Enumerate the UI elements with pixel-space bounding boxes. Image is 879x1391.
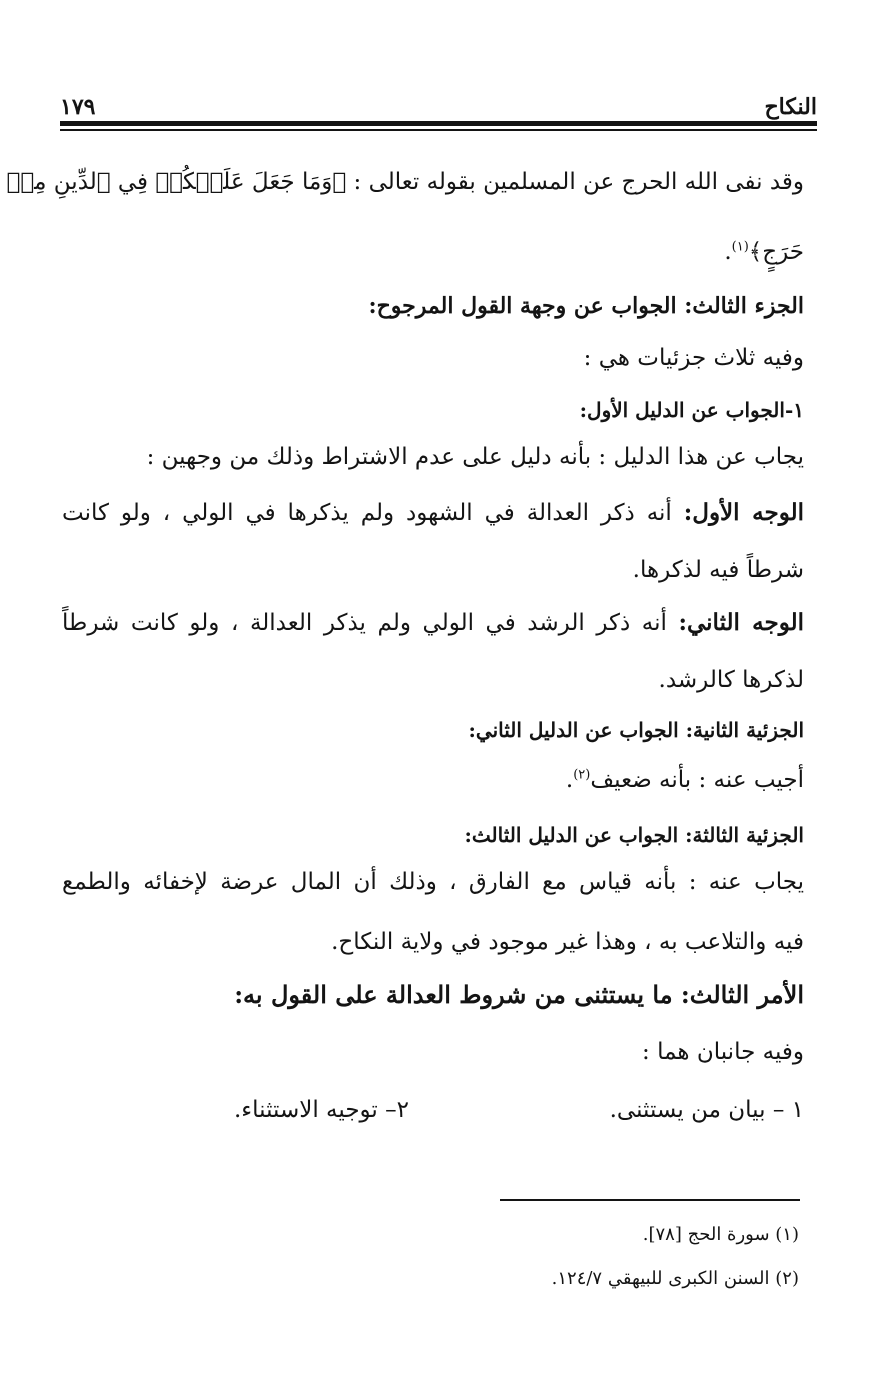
list-item: ١ – بيان من يستثنى. bbox=[609, 1097, 804, 1123]
footnote-separator bbox=[500, 1199, 800, 1201]
footnote: (٢) السنن الكبرى للبيهقي ١٢٤/٧. bbox=[551, 1268, 799, 1289]
header-rule-thick bbox=[60, 121, 817, 126]
chapter-title: النكاح bbox=[764, 94, 817, 120]
footnote-ref: (٢) bbox=[573, 767, 591, 783]
footnote-ref: (١) bbox=[731, 239, 749, 255]
body-line bbox=[566, 760, 804, 800]
period: . bbox=[724, 239, 732, 265]
period: . bbox=[565, 767, 574, 793]
body-line: وقد نفى الله الحرج عن المسلمين بقوله تعالى : ﴿وَمَا جَعَلَ عَلَيۡكُمۡ فِي ٱلدِّينِ مِنۡ bbox=[6, 169, 804, 195]
body-line: فيه والتلاعب به ، وهذا غير موجود في ولاية النكاح. bbox=[331, 929, 804, 955]
running-head bbox=[60, 86, 817, 120]
body-line: وفيه ثلاث جزئيات هي : bbox=[583, 345, 804, 371]
subsection-heading: الجزئية الثالثة: الجواب عن الدليل الثالث: bbox=[464, 823, 804, 847]
section-heading: الأمر الثالث: ما يستثنى من شروط العدالة على القول به: bbox=[234, 980, 804, 1009]
answer-text: أجيب عنه : بأنه ضعيف bbox=[590, 767, 804, 793]
body-line bbox=[724, 232, 804, 272]
body-line bbox=[62, 493, 804, 533]
point-text: أنه ذكر العدالة في الشهود ولم يذكرها في الولي ، ولو كانت bbox=[62, 500, 672, 526]
body-line: لذكرها كالرشد. bbox=[658, 667, 804, 693]
footnote: (١) سورة الحج [٧٨]. bbox=[642, 1224, 799, 1245]
body-line bbox=[62, 603, 804, 643]
body-line: وفيه جانبان هما : bbox=[642, 1039, 804, 1065]
body-line: شرطاً فيه لذكرها. bbox=[632, 557, 804, 583]
point-label: الوجه الثاني: bbox=[678, 609, 805, 636]
body-line: يجاب عن هذا الدليل : بأنه دليل على عدم الاشتراط وذلك من وجهين : bbox=[146, 444, 804, 470]
point-label: الوجه الأول: bbox=[683, 499, 805, 526]
header-rule-thin bbox=[60, 129, 817, 131]
subsection-heading: الجزئية الثانية: الجواب عن الدليل الثاني: bbox=[468, 718, 804, 742]
page-number: ١٧٩ bbox=[60, 94, 96, 120]
subsection-heading: ١-الجواب عن الدليل الأول: bbox=[579, 398, 804, 422]
section-heading: الجزء الثالث: الجواب عن وجهة القول المرجوح: bbox=[368, 293, 804, 319]
point-text: أنه ذكر الرشد في الولي ولم يذكر العدالة ، ولو كانت شرطاً bbox=[62, 610, 667, 636]
list-item: ٢– توجيه الاستثناء. bbox=[234, 1097, 409, 1123]
quran-verse-end: حَرَجٍ﴾ bbox=[748, 239, 804, 265]
body-line: يجاب عنه : بأنه قياس مع الفارق ، وذلك أن المال عرضة لإخفائه والطمع bbox=[62, 869, 804, 895]
